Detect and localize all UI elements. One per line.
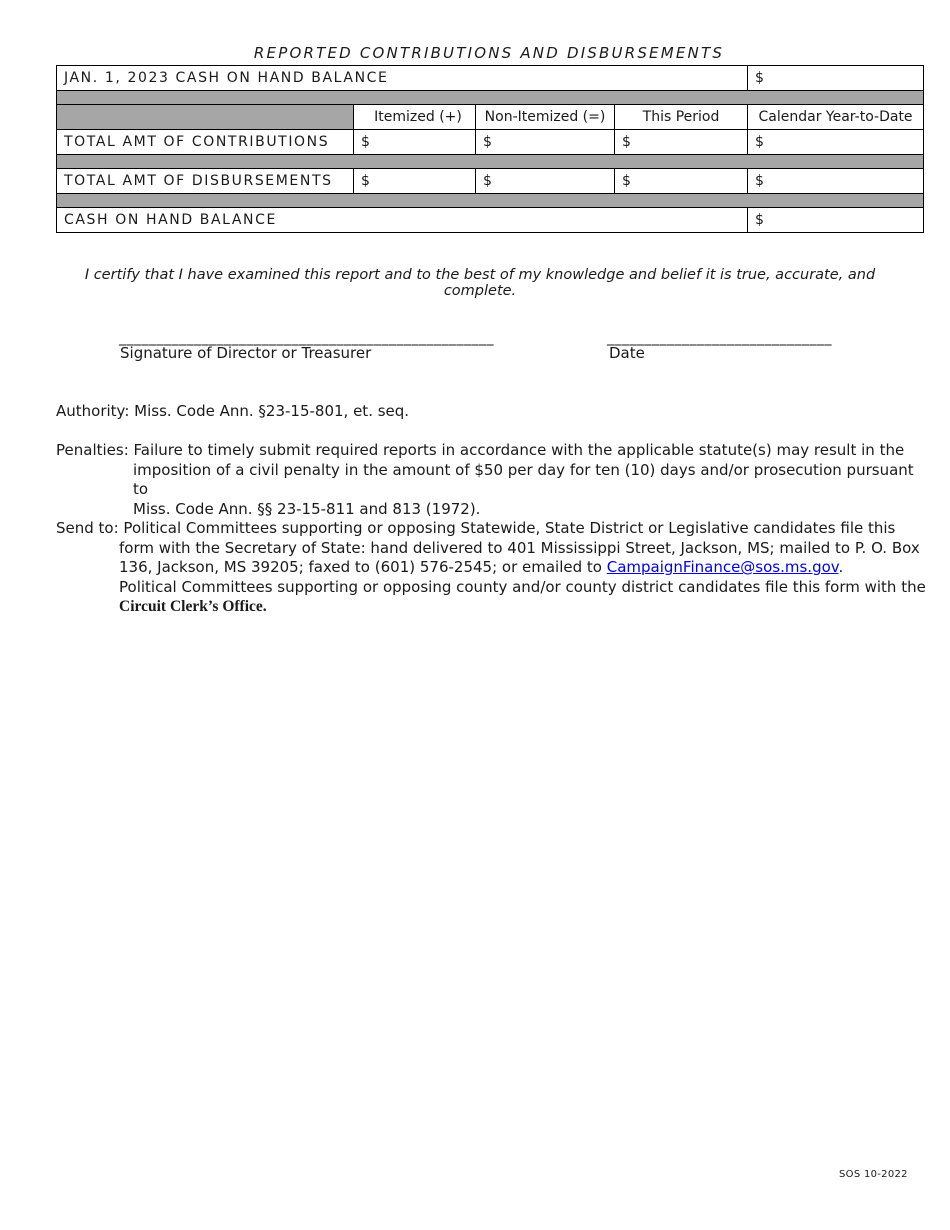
header-non-itemized: Non-Itemized (=) <box>476 105 615 130</box>
send-to-line-2: form with the Secretary of State: hand delivered to 401 Mississippi Street, Jackson, MS; mailed to P. O. Box <box>119 538 920 557</box>
send-to-line-3-end: . <box>838 558 844 577</box>
send-to-line-3 <box>56 558 926 578</box>
separator-row <box>57 194 924 208</box>
send-to-line-1: Send to: Political Committees supporting or opposing Statewide, State District or Legislative candidates file this <box>56 519 896 537</box>
separator-row <box>57 155 924 169</box>
disbursements-this-period-field[interactable]: $ <box>615 169 748 194</box>
penalties-line-3: Miss. Code Ann. §§ 23-15-811 and 813 (1972). <box>133 499 481 518</box>
separator-row <box>57 91 924 105</box>
signature-label: Signature of Director or Treasurer <box>120 344 372 362</box>
form-title: REPORTED CONTRIBUTIONS AND DISBURSEMENTS <box>253 44 725 62</box>
disbursements-label: TOTAL AMT OF DISBURSEMENTS <box>57 169 354 194</box>
header-year-to-date: Calendar Year-to-Date <box>748 105 924 130</box>
contributions-itemized-field[interactable]: $ <box>354 130 476 155</box>
signature-line[interactable]: __________________________________________________ <box>119 330 494 346</box>
contributions-this-period-field[interactable]: $ <box>615 130 748 155</box>
contributions-non-itemized-field[interactable]: $ <box>476 130 615 155</box>
send-to-line-4: Political Committees supporting or opposing county and/or county district candidates file this form with the <box>119 577 926 596</box>
form-code: SOS 10-2022 <box>839 1169 908 1180</box>
date-label: Date <box>609 344 645 362</box>
date-line[interactable]: ______________________________ <box>607 330 832 346</box>
summary-table <box>56 65 924 233</box>
penalties-block <box>56 441 916 519</box>
certification-statement: I certify that I have examined this report and to the best of my knowledge and belief it is true, accurate, and complete. <box>84 267 876 299</box>
disbursements-non-itemized-field[interactable]: $ <box>476 169 615 194</box>
header-itemized: Itemized (+) <box>354 105 476 130</box>
header-blank <box>57 105 354 130</box>
contributions-label: TOTAL AMT OF CONTRIBUTIONS <box>57 130 354 155</box>
send-to-line-3-text: 136, Jackson, MS 39205; faxed to (601) 576-2545; or emailed to <box>119 558 607 577</box>
contributions-year-to-date-field[interactable]: $ <box>748 130 924 155</box>
email-link[interactable]: CampaignFinance@sos.ms.gov <box>606 558 839 577</box>
opening-balance-row <box>57 66 924 91</box>
contributions-row <box>57 130 924 155</box>
disbursements-itemized-field[interactable]: $ <box>354 169 476 194</box>
header-row <box>57 105 924 130</box>
closing-balance-row <box>57 208 924 233</box>
penalties-line-2: imposition of a civil penalty in the amount of $50 per day for ten (10) days and/or prosecution pursuant to <box>133 460 914 499</box>
circuit-clerk-office: Circuit Clerk’s Office. <box>119 598 267 616</box>
header-this-period: This Period <box>615 105 748 130</box>
penalties-line-1: Penalties: Failure to timely submit required reports in accordance with the applicable statute(s) may result in the <box>56 441 905 459</box>
closing-balance-field[interactable]: $ <box>748 208 924 233</box>
send-to-block <box>56 519 926 617</box>
disbursements-row <box>57 169 924 194</box>
disbursements-year-to-date-field[interactable]: $ <box>748 169 924 194</box>
closing-balance-label: CASH ON HAND BALANCE <box>57 208 748 233</box>
opening-balance-label: JAN. 1, 2023 CASH ON HAND BALANCE <box>57 66 748 91</box>
authority-text: Authority: Miss. Code Ann. §23-15-801, et. seq. <box>56 402 410 420</box>
opening-balance-field[interactable]: $ <box>748 66 924 91</box>
